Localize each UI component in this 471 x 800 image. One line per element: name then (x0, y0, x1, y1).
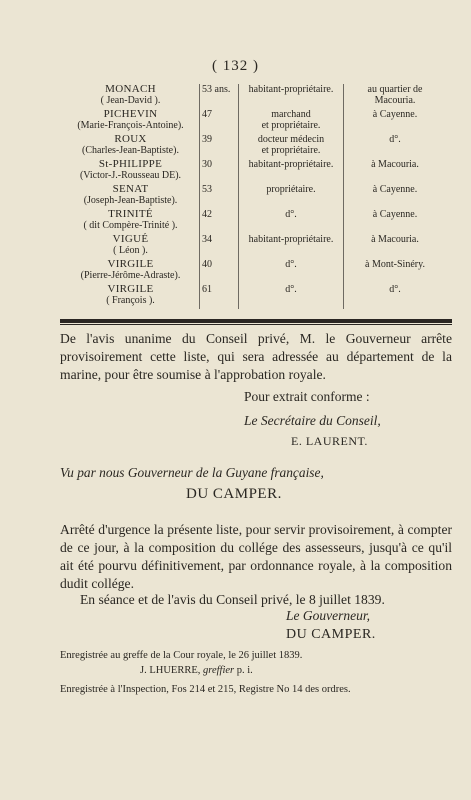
assessor-name (62, 134, 200, 159)
roster-row (62, 234, 446, 259)
residence-line: à Macouria. (371, 159, 419, 170)
assessor-name (62, 209, 200, 234)
residence-line: Macouria. (374, 95, 416, 106)
roster-row (62, 159, 446, 184)
assessor-surname: SENAT (112, 183, 149, 195)
residence-line: à Macouria. (371, 234, 419, 245)
assessor-residence (344, 284, 447, 309)
assessor-surname: VIRGILE (107, 258, 154, 270)
assessor-residence (344, 184, 447, 209)
profession-line: habitant-propriétaire. (248, 159, 334, 170)
assessor-profession (239, 284, 344, 309)
assessor-name (62, 284, 200, 309)
assessor-profession (239, 209, 344, 234)
residence-line: à Cayenne. (372, 209, 418, 220)
assessor-given-names: (Victor-J.-Rousseau DE). (79, 170, 182, 181)
assessor-given-names: (Marie-François-Antoine). (77, 120, 184, 131)
seen-by-governor: Vu par nous Gouverneur de la Guyane française, (60, 465, 324, 480)
assessor-name (62, 84, 200, 109)
assessor-roster-table (62, 84, 446, 309)
roster-row (62, 84, 446, 109)
roster-row (62, 109, 446, 134)
session-line: En séance et de l'avis du Conseil privé, le 8 juillet 1839. (80, 592, 385, 607)
roster-row (62, 134, 446, 159)
assessor-residence (344, 159, 447, 184)
profession-line: docteur médecin (257, 134, 325, 145)
assessor-profession (239, 259, 344, 284)
assessor-surname: PICHEVIN (103, 108, 158, 120)
section-divider (60, 319, 452, 323)
assessor-given-names: ( dit Compère-Trinité ). (83, 220, 178, 231)
assessor-profession (239, 134, 344, 159)
secretary-title: Le Secrétaire du Conseil, (244, 413, 381, 428)
assessor-name (62, 159, 200, 184)
assessor-given-names: ( Jean-David ). (100, 95, 161, 106)
assessor-surname: VIRGILE (107, 283, 154, 295)
roster-row (62, 184, 446, 209)
assessor-age: 34 (200, 234, 239, 259)
assessor-name (62, 109, 200, 134)
assessor-profession (239, 184, 344, 209)
decree-paragraph: De l'avis unanime du Conseil privé, M. le Gouverneur arrête provisoirement cette liste, qui sera adressée au département de la marine, pour être soumise à l'approbation royale. (60, 331, 452, 382)
assessor-residence (344, 209, 447, 234)
assessor-age: 39 (200, 134, 239, 159)
assessor-age: 30 (200, 159, 239, 184)
assessor-profession (239, 234, 344, 259)
assessor-age: 40 (200, 259, 239, 284)
assessor-given-names: ( François ). (106, 295, 155, 306)
clerk-signature (140, 665, 253, 676)
governor-signature-1: DU CAMPER. (186, 486, 282, 502)
residence-line: à Cayenne. (372, 184, 418, 195)
assessor-surname: TRINITÉ (108, 208, 153, 220)
assessor-residence (344, 109, 447, 134)
roster-row (62, 209, 446, 234)
clerk-title: greffier (203, 665, 235, 676)
residence-line: d°. (389, 284, 401, 295)
assessor-residence (344, 259, 447, 284)
inspection-registration: Enregistrée à l'Inspection, Fos 214 et 215, Registre No 14 des ordres. (60, 684, 351, 695)
assessor-age: 47 (200, 109, 239, 134)
assessor-profession (239, 159, 344, 184)
assessor-surname: St-PHILIPPE (98, 158, 163, 170)
assessor-name (62, 259, 200, 284)
assessor-given-names: (Joseph-Jean-Baptiste). (83, 195, 178, 206)
assessor-residence (344, 234, 447, 259)
assessor-residence (344, 134, 447, 159)
assessor-given-names: (Pierre-Jérôme-Adraste). (80, 270, 181, 281)
residence-line: d°. (389, 134, 401, 145)
assessor-age: 61 (200, 284, 239, 309)
residence-line: au quartier de (367, 84, 423, 95)
assessor-age: 53 (200, 184, 239, 209)
governor-signature-2: DU CAMPER. (286, 627, 376, 642)
assessor-profession (239, 84, 344, 109)
residence-line: à Cayenne. (372, 109, 418, 120)
clerk-text: J. LHUERRE, greffier p. i. (140, 665, 253, 676)
section-divider-thin (60, 324, 452, 325)
page-number: ( 132 ) (212, 58, 259, 74)
assessor-surname: ROUX (114, 133, 147, 145)
roster-row (62, 284, 446, 309)
profession-line: d°. (285, 259, 297, 270)
profession-line: et propriétaire. (261, 145, 321, 156)
assessor-age: 42 (200, 209, 239, 234)
assessor-given-names: (Charles-Jean-Baptiste). (82, 145, 179, 156)
profession-line: d°. (285, 209, 297, 220)
urgency-paragraph: Arrêté d'urgence la présente liste, pour servir provisoirement, à compter de ce jour, à la composition du collége des assesseurs, jusqu'à ce qu'il ait été pourvu définitivement, par ordonnance royale, à la composition dudit collége. (60, 522, 452, 591)
residence-line: à Mont-Sinéry. (365, 259, 425, 270)
secretary-name: E. LAURENT. (291, 434, 368, 448)
profession-line: propriétaire. (266, 184, 316, 195)
profession-line: habitant-propriétaire. (248, 234, 334, 245)
assessor-surname: MONACH (105, 83, 156, 95)
extract-label: Pour extrait conforme : (244, 389, 370, 404)
assessor-age: 53 ans. (200, 84, 239, 109)
assessor-profession (239, 109, 344, 134)
court-registration: Enregistrée au greffe de la Cour royale, le 26 juillet 1839. (60, 650, 303, 661)
roster-row (62, 259, 446, 284)
assessor-residence (344, 84, 447, 109)
assessor-name (62, 234, 200, 259)
assessor-given-names: ( Léon ). (113, 245, 148, 256)
assessor-surname: VIGUÉ (112, 233, 149, 245)
profession-line: habitant-propriétaire. (248, 84, 334, 95)
profession-line: d°. (285, 284, 297, 295)
governor-title: Le Gouverneur, (286, 608, 370, 623)
assessor-name (62, 184, 200, 209)
profession-line: marchand (271, 109, 311, 120)
profession-line: et propriétaire. (261, 120, 321, 131)
